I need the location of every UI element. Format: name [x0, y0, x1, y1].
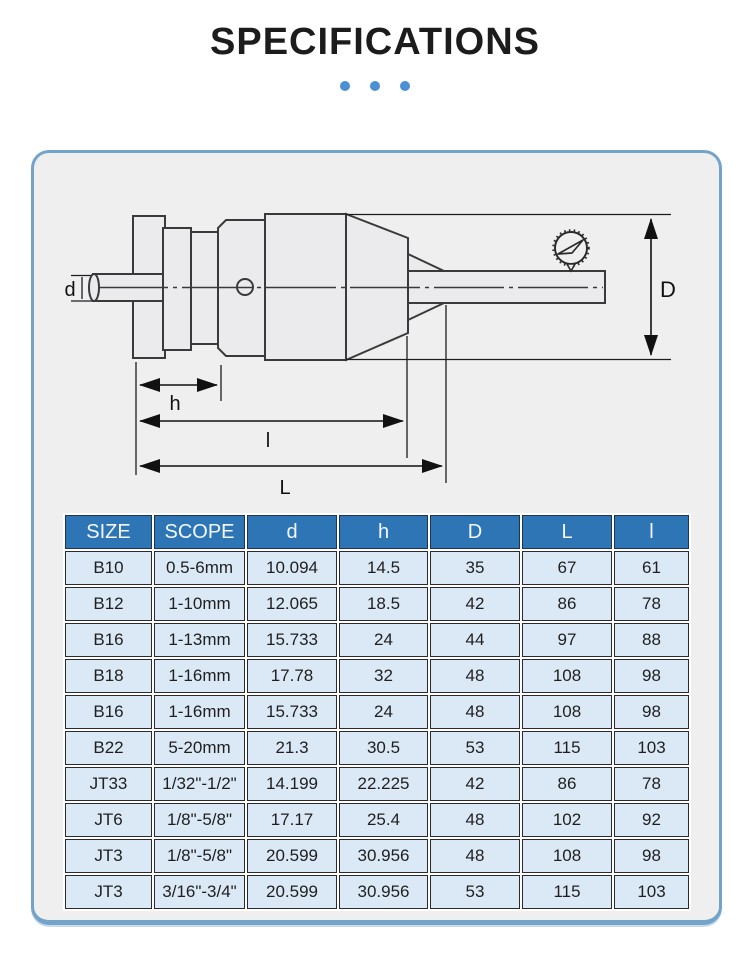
table-cell: 108	[522, 839, 612, 873]
table-cell: 18.5	[339, 587, 428, 621]
table-cell: 20.599	[247, 839, 337, 873]
table-cell: B16	[65, 695, 152, 729]
table-cell: 14.199	[247, 767, 337, 801]
table-cell: JT3	[65, 839, 152, 873]
column-header-d: D	[430, 515, 520, 549]
table-row	[65, 875, 689, 909]
table-cell: B18	[65, 659, 152, 693]
table-cell: 78	[614, 767, 689, 801]
table-cell: 44	[430, 623, 520, 657]
table-cell: B16	[65, 623, 152, 657]
table-row	[65, 767, 689, 801]
table-cell: 78	[614, 587, 689, 621]
table-cell: 42	[430, 587, 520, 621]
table-cell: 25.4	[339, 803, 428, 837]
table-cell: JT33	[65, 767, 152, 801]
table-cell: 115	[522, 731, 612, 765]
table-cell: 61	[614, 551, 689, 585]
table-row	[65, 839, 689, 873]
table-cell: 108	[522, 659, 612, 693]
table-cell: 22.225	[339, 767, 428, 801]
label-D: D	[660, 277, 676, 302]
label-h: h	[169, 393, 181, 415]
table-cell: 17.78	[247, 659, 337, 693]
table-cell: 115	[522, 875, 612, 909]
column-header-h: h	[339, 515, 428, 549]
table-cell: B12	[65, 587, 152, 621]
table-cell: 48	[430, 695, 520, 729]
table-cell: 20.599	[247, 875, 337, 909]
table-cell: 53	[430, 875, 520, 909]
table-cell: 53	[430, 731, 520, 765]
table-row	[65, 551, 689, 585]
spec-table-body	[65, 551, 689, 909]
table-cell: 1-16mm	[154, 659, 245, 693]
table-cell: 1/32"-1/2"	[154, 767, 245, 801]
header-row	[65, 515, 689, 549]
table-cell: JT6	[65, 803, 152, 837]
table-cell: 67	[522, 551, 612, 585]
table-cell: 17.17	[247, 803, 337, 837]
table-row	[65, 695, 689, 729]
table-cell: 1-16mm	[154, 695, 245, 729]
table-cell: 3/16"-3/4"	[154, 875, 245, 909]
table-cell: 103	[614, 875, 689, 909]
table-cell: 30.5	[339, 731, 428, 765]
table-cell: 1/8"-5/8"	[154, 803, 245, 837]
label-l: l	[265, 430, 271, 452]
table-cell: JT3	[65, 875, 152, 909]
jaw-top	[408, 254, 444, 271]
table-cell: 32	[339, 659, 428, 693]
table-cell: 0.5-6mm	[154, 551, 245, 585]
table-cell: 15.733	[247, 623, 337, 657]
table-cell: 86	[522, 767, 612, 801]
table-row	[65, 623, 689, 657]
column-header-l: L	[522, 515, 612, 549]
decorative-dot	[340, 81, 350, 91]
table-cell: 35	[430, 551, 520, 585]
table-cell: 1/8"-5/8"	[154, 839, 245, 873]
table-cell: 97	[522, 623, 612, 657]
table-cell: 5-20mm	[154, 731, 245, 765]
table-cell: 30.956	[339, 839, 428, 873]
specifications-panel	[31, 150, 722, 925]
table-cell: 48	[430, 803, 520, 837]
spec-table	[63, 513, 691, 911]
title-divider-dots	[0, 81, 750, 91]
dial-gauge-icon	[553, 230, 589, 271]
table-cell: 1-10mm	[154, 587, 245, 621]
table-cell: 15.733	[247, 695, 337, 729]
table-row	[65, 731, 689, 765]
table-cell: 88	[614, 623, 689, 657]
table-cell: 30.956	[339, 875, 428, 909]
spec-table-header	[65, 515, 689, 549]
table-cell: 12.065	[247, 587, 337, 621]
table-cell: 1-13mm	[154, 623, 245, 657]
table-cell: 10.094	[247, 551, 337, 585]
table-cell: 14.5	[339, 551, 428, 585]
table-cell: 102	[522, 803, 612, 837]
table-cell: 42	[430, 767, 520, 801]
column-header-l: l	[614, 515, 689, 549]
page-title: SPECIFICATIONS	[210, 21, 540, 63]
chuck-diagram	[34, 153, 719, 501]
column-header-d: d	[247, 515, 337, 549]
table-cell: 48	[430, 839, 520, 873]
table-cell: 98	[614, 659, 689, 693]
decorative-dot	[370, 81, 380, 91]
table-row	[65, 587, 689, 621]
jaw-bottom	[408, 303, 444, 320]
table-cell: 48	[430, 659, 520, 693]
label-L: L	[279, 477, 291, 499]
table-cell: 92	[614, 803, 689, 837]
table-cell: 21.3	[247, 731, 337, 765]
table-row	[65, 803, 689, 837]
table-cell: 86	[522, 587, 612, 621]
table-cell: B22	[65, 731, 152, 765]
label-d: d	[64, 279, 76, 301]
table-cell: 24	[339, 623, 428, 657]
table-cell: 24	[339, 695, 428, 729]
table-cell: B10	[65, 551, 152, 585]
column-header-scope: SCOPE	[154, 515, 245, 549]
table-cell: 108	[522, 695, 612, 729]
decorative-dot	[400, 81, 410, 91]
table-cell: 103	[614, 731, 689, 765]
table-cell: 98	[614, 695, 689, 729]
column-header-size: SIZE	[65, 515, 152, 549]
dimension-h	[136, 362, 221, 475]
table-row	[65, 659, 689, 693]
table-cell: 98	[614, 839, 689, 873]
body-cylinder	[163, 228, 191, 350]
